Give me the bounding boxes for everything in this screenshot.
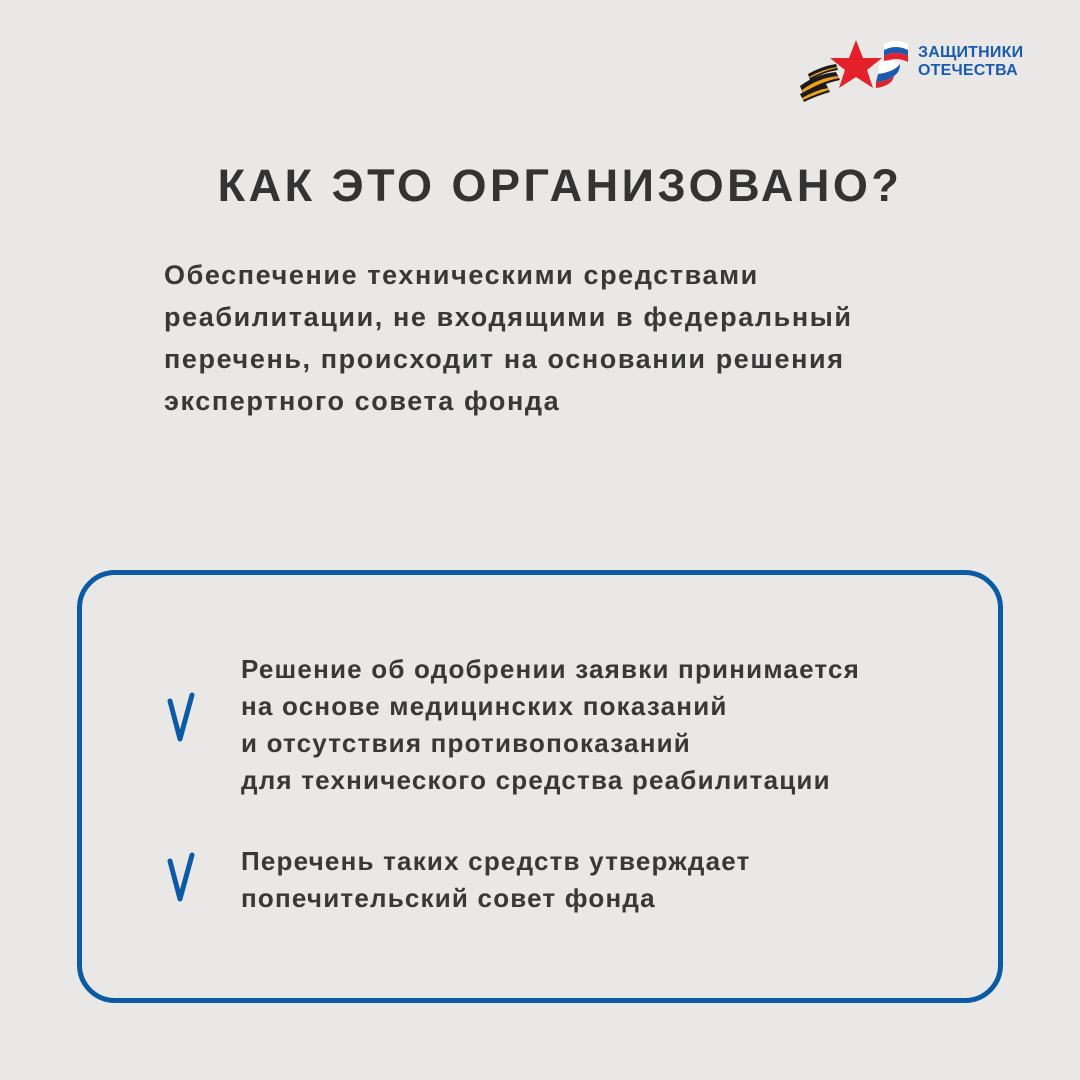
list-item-text <box>241 843 751 917</box>
list-item-line: и отсутствия противопоказаний <box>241 728 691 758</box>
check-icon <box>164 689 204 749</box>
list-item-line: попечительский совет фонда <box>241 883 656 913</box>
intro-line: экспертного совета фонда <box>164 386 561 416</box>
list-item-line: Решение об одобрении заявки принимается <box>241 654 861 684</box>
list-item-line: для технического средства реабилитации <box>241 765 831 795</box>
info-box <box>77 570 1003 1003</box>
check-icon <box>164 849 204 909</box>
logo-text <box>918 44 1023 80</box>
page-title: КАК ЭТО ОРГАНИЗОВАНО? <box>217 160 903 211</box>
intro-line: Обеспечение техническими средствами <box>164 260 759 290</box>
logo-line-2: ОТЕЧЕСТВА <box>918 62 1018 79</box>
intro-line: перечень, происходит на основании решения <box>164 344 845 374</box>
list-item-line: Перечень таких средств утверждает <box>241 846 751 876</box>
logo-line-1: ЗАЩИТНИКИ <box>918 44 1024 61</box>
intro-paragraph <box>164 254 964 422</box>
list-item-line: на основе медицинских показаний <box>241 691 728 721</box>
list-item-text <box>241 651 860 799</box>
logo <box>796 36 1056 104</box>
intro-line: реабилитации, не входящими в федеральный <box>164 302 853 332</box>
star-ribbon-flag-logo-icon <box>796 36 916 104</box>
